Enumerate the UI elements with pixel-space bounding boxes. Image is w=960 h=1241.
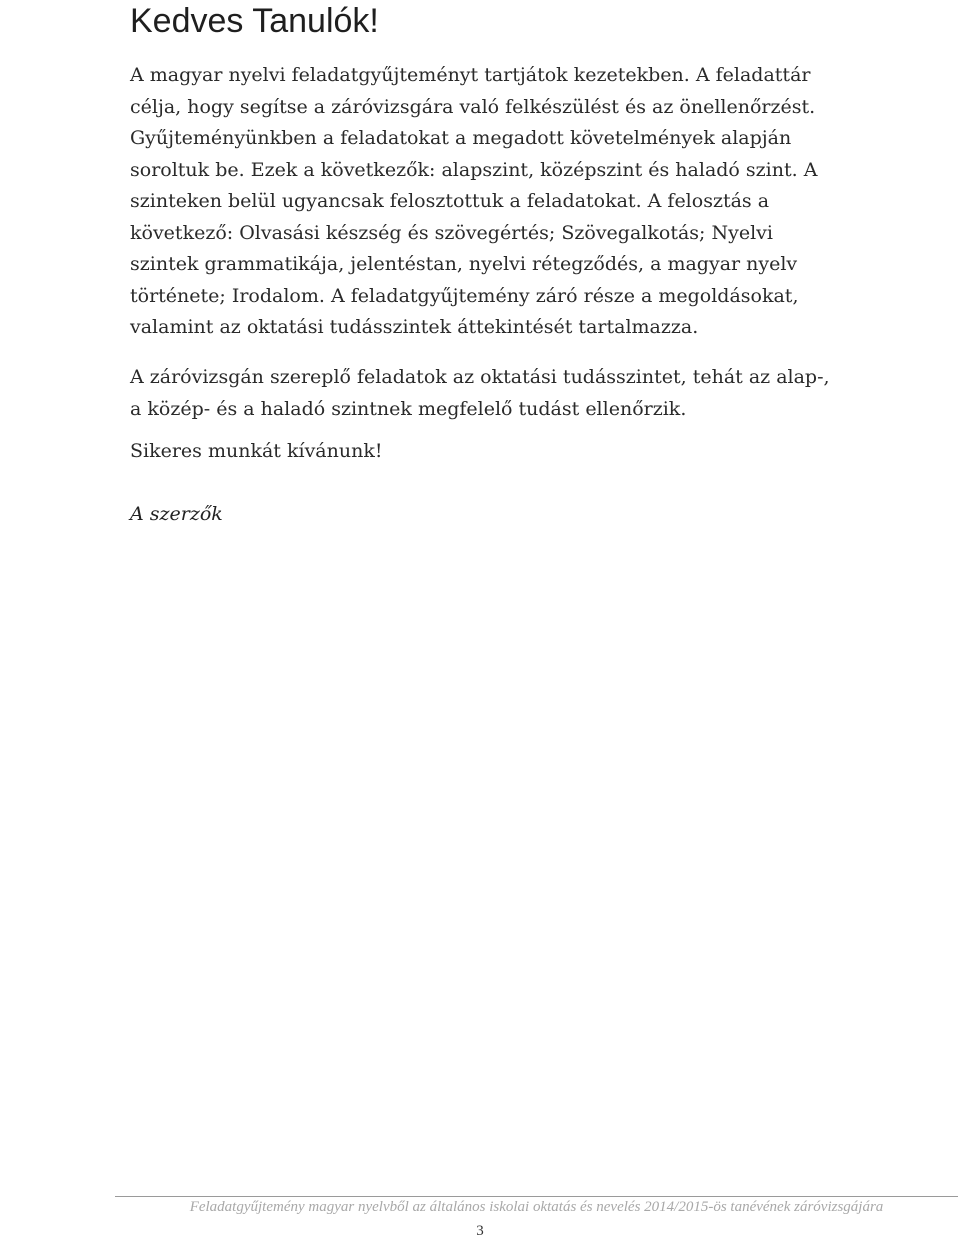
intro-paragraph: A magyar nyelvi feladatgyűjteményt tartjátok kezetekben. A feladattár célja, hogy segítse a záróvizsgára való felkészülést és az önellenőrzést. Gyűjteményünkben a feladatokat a megadott követelmények alapján soroltuk be. Ezek a következők: alapszint, középszint és haladó szint. A szinteken belül ugyancsak felosztottuk a feladatokat. A felosztás a következő: Olvasási készség és szövegértés; Szövegalkotás; Nyelvi szintek grammatikája, jelentéstan, nyelvi rétegződés, a magyar nyelv története; Irodalom. A feladatgyűjtemény záró része a megoldásokat, valamint az oktatási tudásszintek áttekintését tartalmazza.	[130, 64, 818, 338]
document-body	[130, 0, 830, 525]
closing-wish: Sikeres munkát kívánunk!	[130, 440, 383, 462]
page-number: 3	[476, 1223, 484, 1239]
exam-paragraph: A záróvizsgán szereplő feladatok az oktatási tudásszintet, tehát az alap-, a közép- és a haladó szintnek megfelelő tudást ellenőrzik.	[130, 366, 830, 420]
footer-divider	[115, 1196, 958, 1197]
page-title: Kedves Tanulók!	[130, 2, 379, 40]
signature: A szerzők	[130, 503, 223, 525]
footer-text: Feladatgyűjtemény magyar nyelvből az általános iskolai oktatás és nevelés 2014/2015-ös tanévének záróvizsgájára	[189, 1199, 884, 1215]
